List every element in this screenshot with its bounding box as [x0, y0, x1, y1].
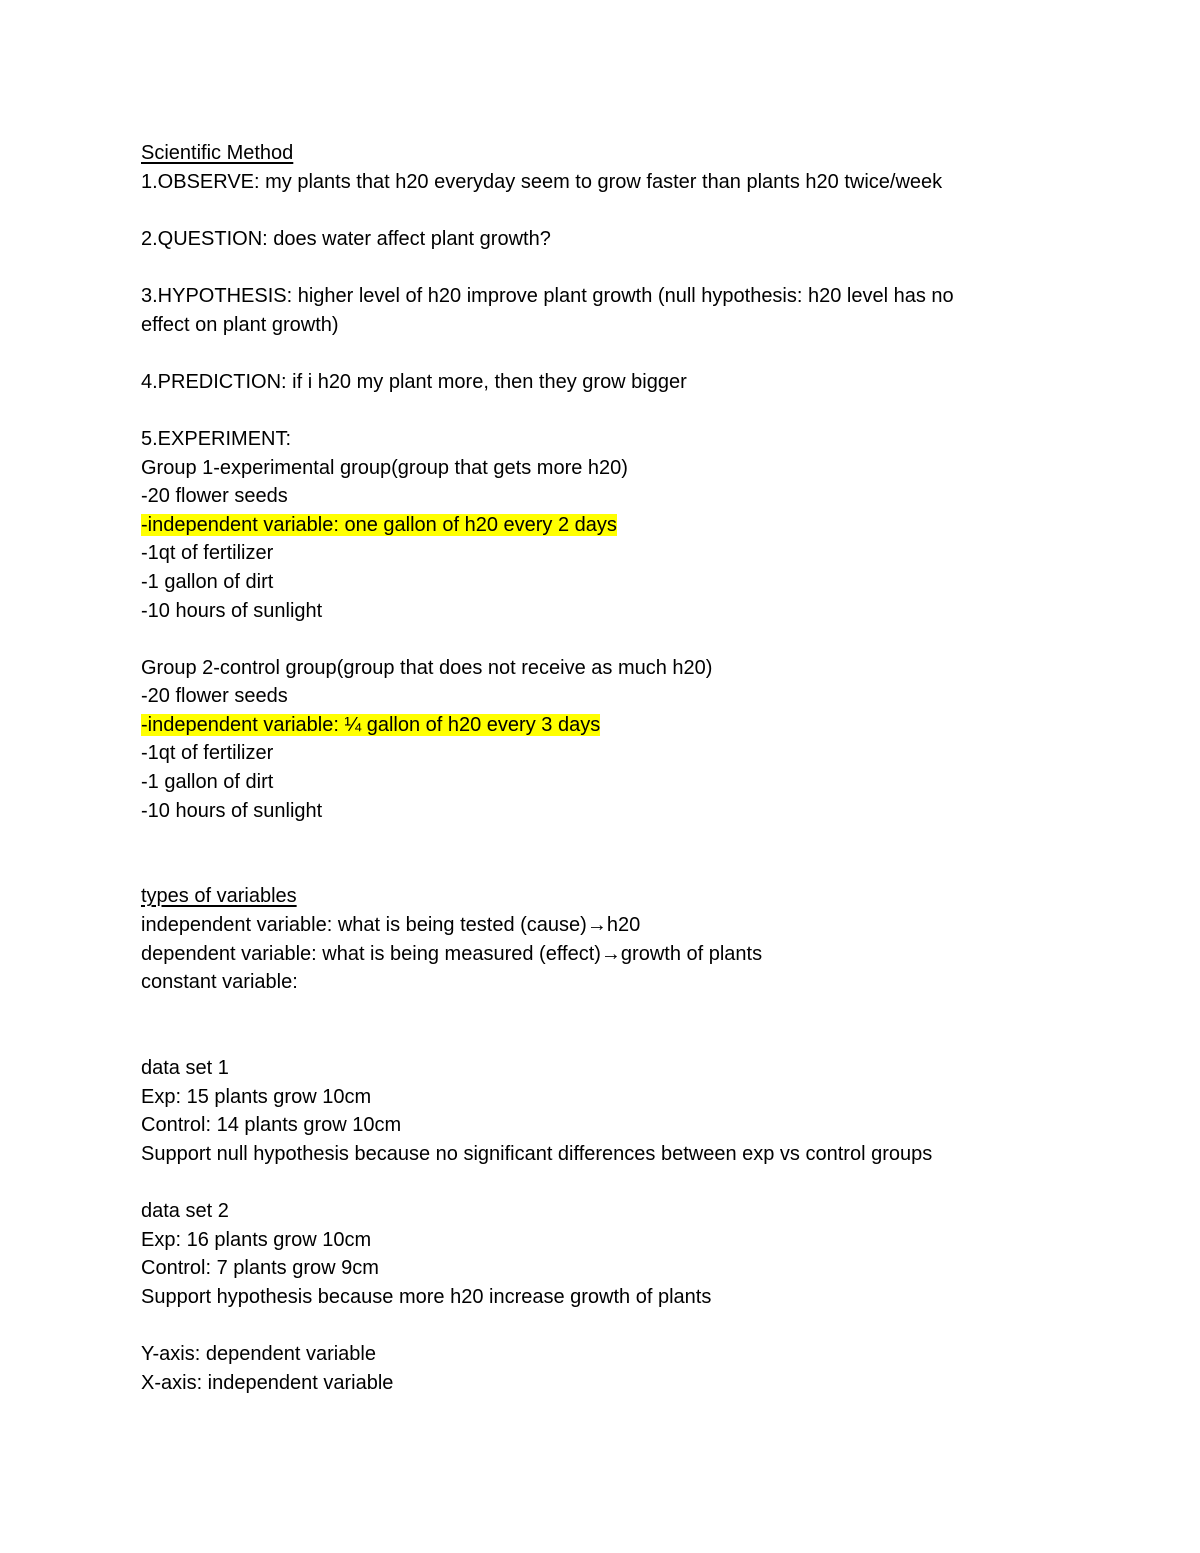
group2-dirt: -1 gallon of dirt [141, 771, 274, 794]
group1-sunlight: -10 hours of sunlight [141, 599, 323, 622]
group1-fertilizer: -1qt of fertilizer [141, 542, 274, 565]
step-observe: 1.OBSERVE: my plants that h20 everyday seem to grow faster than plants h20 twice/week [141, 170, 943, 193]
y-axis-note: Y-axis: dependent variable [141, 1342, 376, 1365]
group2-seeds: -20 flower seeds [141, 685, 288, 708]
highlighted-text: -independent variable: ¼ gallon of h20 every 3 days [141, 713, 601, 736]
step-experiment: 5.EXPERIMENT: [141, 427, 292, 450]
data-set-1-heading: data set 1 [141, 1057, 229, 1079]
spacer [141, 339, 1041, 368]
variables-constant: constant variable: [141, 971, 298, 994]
group1-heading: Group 1-experimental group(group that gets more h20) [141, 456, 628, 479]
data-set-1-exp: Exp: 15 plants grow 10cm [141, 1085, 372, 1108]
data-set-2-heading: data set 2 [141, 1199, 229, 1222]
group2-sunlight: -10 hours of sunlight [141, 799, 323, 822]
spacer [141, 196, 1041, 225]
data-set-2-conclusion: Support hypothesis because more h20 increase growth of plants [141, 1285, 712, 1308]
group2-independent-variable [141, 711, 1041, 740]
spacer [141, 1311, 1041, 1340]
variables-heading: types of variables [141, 885, 297, 908]
data-set-1-conclusion: Support null hypothesis because no significant differences between exp vs control groups [141, 1142, 933, 1165]
variables-independent: independent variable: what is being tested (cause)→h20 [141, 914, 641, 937]
document-body [141, 139, 1041, 1397]
data-set-2-control: Control: 7 plants grow 9cm [141, 1257, 379, 1280]
group1-seeds: -20 flower seeds [141, 485, 288, 508]
spacer [141, 1168, 1041, 1197]
spacer [141, 854, 1041, 883]
spacer [141, 253, 1041, 282]
step-hypothesis-line-2: effect on plant growth) [141, 313, 339, 336]
x-axis-note: X-axis: independent variable [141, 1371, 394, 1394]
group1-independent-variable [141, 511, 1041, 540]
highlighted-text: -independent variable: one gallon of h20 every 2 days [141, 513, 617, 536]
spacer [141, 396, 1041, 425]
group1-dirt: -1 gallon of dirt [141, 570, 274, 593]
spacer [141, 625, 1041, 654]
step-prediction: 4.PREDICTION: if i h20 my plant more, then they grow bigger [141, 370, 687, 393]
document-title: Scientific Method [141, 142, 294, 164]
spacer [141, 1025, 1041, 1054]
step-hypothesis-line-1: 3.HYPOTHESIS: higher level of h20 improve plant growth (null hypothesis: h20 level has no [141, 284, 954, 307]
data-set-1-control: Control: 14 plants grow 10cm [141, 1114, 402, 1137]
step-question: 2.QUESTION: does water affect plant growth? [141, 227, 551, 250]
variables-dependent: dependent variable: what is being measured (effect)→growth of plants [141, 942, 763, 965]
data-set-2-exp: Exp: 16 plants grow 10cm [141, 1228, 372, 1251]
group2-fertilizer: -1qt of fertilizer [141, 742, 274, 765]
spacer [141, 825, 1041, 854]
spacer [141, 997, 1041, 1026]
group2-heading: Group 2-control group(group that does not receive as much h20) [141, 656, 713, 679]
